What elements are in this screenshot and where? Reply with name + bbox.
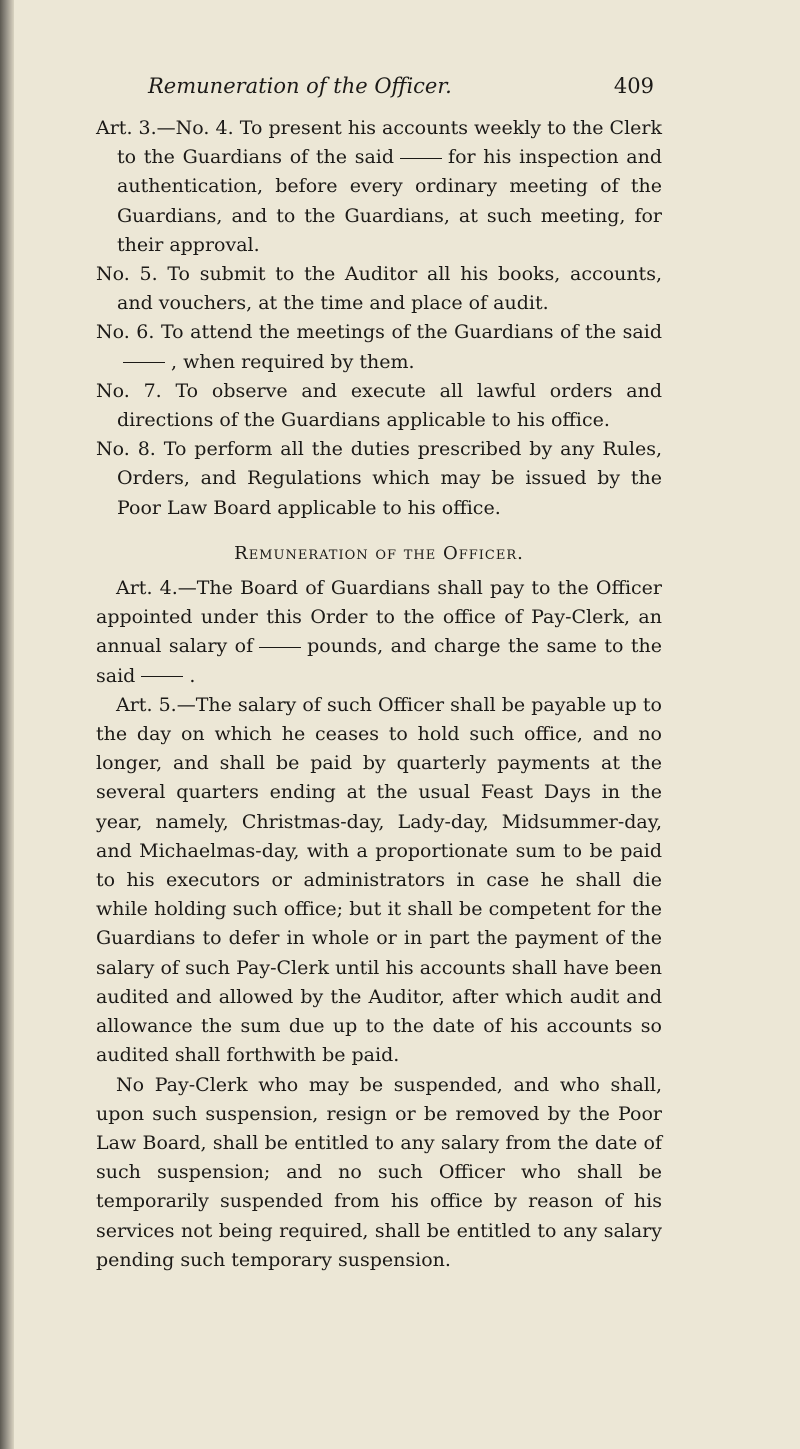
- no6-paragraph: No. 6. To attend the meetings of the Guardians of the said, when required by them.: [96, 321, 662, 373]
- blank-dash: [400, 158, 442, 159]
- art4-paragraph: Art. 4.—The Board of Guardians shall pay to the Officer appointed under this Order to the office of Pay-Clerk, an annual salary of pounds, and charge the same to the said .: [96, 577, 662, 687]
- page-body: [96, 114, 662, 1275]
- blank-dash: [259, 647, 301, 648]
- art5-paragraph: Art. 5.—The salary of such Officer shall be payable up to the day on which he ceases to hold such office, and no longer, and shall be paid by quarterly payments at the several quarters ending at the usual Feast Days in the year, namely, Christmas-day, Lady-day, Midsummer-day, and Michaelmas-day, with a proportionate sum to be paid to his executors or administrators in case he shall die while holding such office; but it shall be competent for the Guardians to defer in whole or in part the payment of the salary of such Pay-Clerk until his accounts shall have been audited and allowed by the Auditor, after which audit and allowance the sum due up to the date of his accounts so audited shall forthwith be paid.: [96, 693, 662, 1067]
- no7-paragraph: No. 7. To observe and execute all lawful orders and directions of the Guardians applicable to his office.: [96, 379, 662, 432]
- blank-dash: [141, 676, 183, 677]
- no8-paragraph: No. 8. To perform all the duties prescribed by any Rules, Orders, and Regulations which may be issued by the Poor Law Board applicable to his office.: [96, 438, 662, 519]
- art3-paragraph: Art. 3.—No. 4. To present his accounts weekly to the Clerk to the Guardians of the said for his inspection and authentication, before every ordinary meeting of the Guardians, and to the Guardians, at such meeting, for their approval.: [96, 117, 663, 256]
- no5-paragraph: No. 5. To submit to the Auditor all his books, accounts, and vouchers, at the time and place of audit.: [96, 263, 662, 315]
- page-header: [96, 74, 654, 108]
- page-edge-shadow: [0, 0, 14, 1449]
- suspension-paragraph: No Pay-Clerk who may be suspended, and who shall, upon such suspension, resign or be removed by the Poor Law Board, shall be entitled to any salary from the date of such suspension; and no such Officer who shall be temporarily suspended from his office by reason of his services not being required, shall be entitled to any salary pending such temporary suspension.: [96, 1073, 662, 1271]
- page-number: 409: [613, 74, 654, 98]
- section-heading: Remuneration of the Officer.: [234, 542, 524, 564]
- running-title: Remuneration of the Officer.: [148, 74, 452, 98]
- blank-dash: [123, 362, 165, 363]
